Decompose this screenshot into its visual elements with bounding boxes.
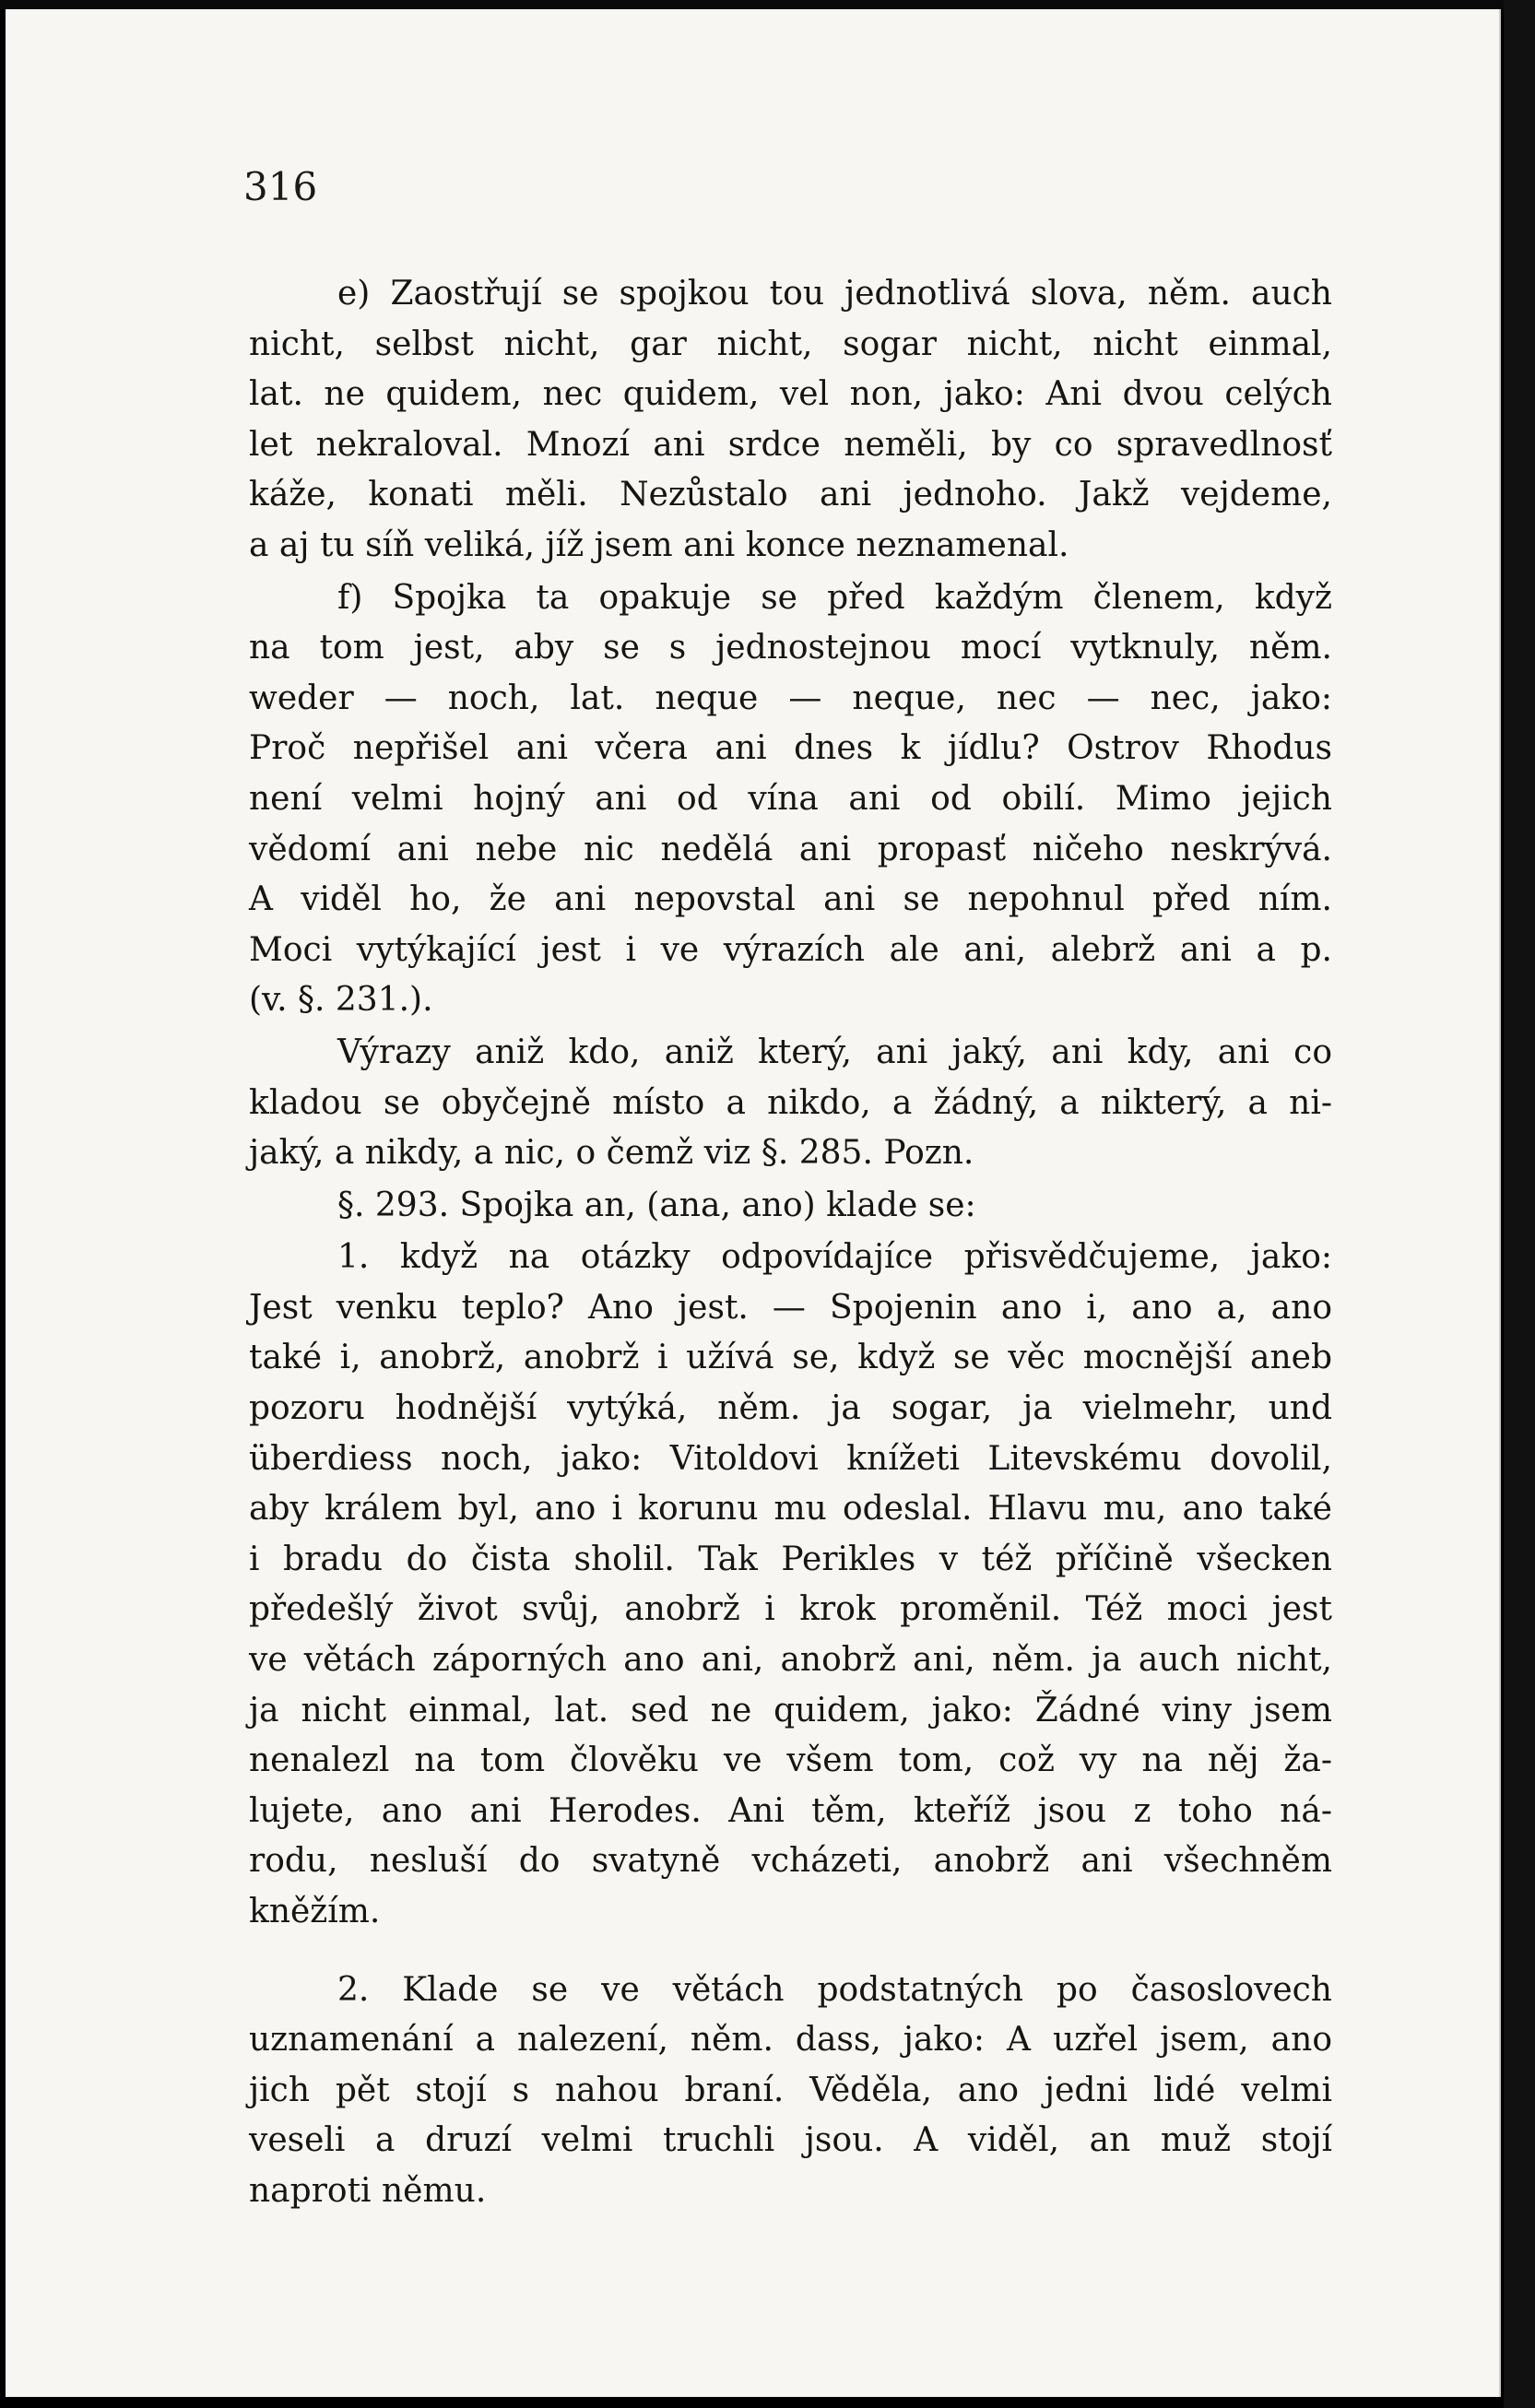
text-line: überdiess noch, jako: Vitoldovi knížeti Litevskému dovolil, [249,1439,1332,1478]
text-line: §. 293. Spojka an, (ana, ano) klade se: [337,1186,976,1224]
text-line: Moci vytýkající jest i ve výrazích ale ani, alebrž ani a p. [249,930,1332,969]
text-line: uznamenání a nalezení, něm. dass, jako: A uzřel jsem, ano [249,2021,1332,2060]
text-line: e) Zaostřují se spojkou tou jednotlivá slova, něm. auch [337,275,1332,313]
text-line: také i, anobrž, anobrž i užívá se, když se věc mocnější aneb [249,1339,1332,1377]
text-line: káže, konati měli. Nezůstalo ani jednoho. Jakž vejdeme, [249,476,1332,514]
text-line: vědomí ani nebe nic nedělá ani propasť ničeho neskrývá. [249,830,1332,868]
book-page [6,9,1501,2397]
body-text [249,269,1332,2217]
section-heading-293 [249,1181,1332,1232]
text-line: Proč nepřišel ani včera ani dnes k jídlu? Ostrov Rhodus [249,729,1332,768]
text-line: 2. Klade se ve větách podstatných po časoslovech [337,1970,1332,2009]
text-line: kněžím. [249,1893,381,1930]
text-line: nicht, selbst nicht, gar nicht, sogar nicht, nicht einmal, [249,325,1332,363]
text-line: lujete, ano ani Herodes. Ani těm, kteříž jsou z toho ná- [249,1791,1332,1830]
scan-edge-top [0,0,1535,9]
text-line: a aj tu síň veliká, jíž jsem ani konce neznamenal. [249,525,1069,564]
text-line: lat. ne quidem, nec quidem, vel non, jako: Ani dvou celých [249,375,1332,414]
text-line: veseli a druzí velmi truchli jsou. A viděl, an muž stojí [249,2121,1332,2160]
paragraph-item-2 [249,1965,1332,2217]
text-line: naproti němu. [249,2171,487,2210]
text-line: na tom jest, aby se s jednostejnou mocí vytknuly, něm. [249,629,1332,667]
paragraph-e [249,269,1332,572]
text-line: ve větách záporných ano ani, anobrž ani, něm. ja auch nicht, [249,1641,1332,1680]
text-line: jich pět stojí s nahou braní. Věděla, ano jedni lidé velmi [249,2071,1332,2109]
scan-edge-right [1504,0,1535,2408]
text-line: pozoru hodnější vytýká, něm. ja sogar, ja vielmehr, und [249,1389,1332,1428]
text-line: aby králem byl, ano i korunu mu odeslal. Hlavu mu, ano také [249,1490,1332,1529]
text-line: nenalezl na tom člověku ve všem tom, což vy na něj ža- [249,1741,1332,1780]
text-line: předešlý život svůj, anobrž i krok proměnil. Též moci jest [249,1590,1332,1629]
text-line: f) Spojka ta opakuje se před každým členem, když [337,578,1332,617]
text-line: i bradu do čista sholil. Tak Perikles v též příčině všecken [249,1540,1332,1578]
text-line: (v. §. 231.). [249,981,433,1020]
paragraph-item-1 [249,1233,1332,1937]
text-line: Jest venku teplo? Ano jest. — Spojenin ano i, ano a, ano [249,1288,1332,1327]
text-line: rodu, nesluší do svatyně vcházeti, anobrž ani všechněm [249,1842,1332,1881]
text-line: jaký, a nikdy, a nic, o čemž viz §. 285. Pozn. [249,1134,974,1173]
text-line: kladou se obyčejně místo a nikdo, a žádný, a nikterý, a ni- [249,1083,1332,1122]
text-line: 1. když na otázky odpovídajíce přisvědčujeme, jako: [337,1238,1332,1277]
page-number: 316 [243,164,318,209]
text-line: Výrazy aniž kdo, aniž který, ani jaký, ani kdy, ani co [337,1033,1332,1071]
text-line: weder — noch, lat. neque — neque, nec — nec, jako: [249,679,1332,717]
paragraph-vyrazy [249,1028,1332,1179]
text-line: A viděl ho, že ani nepovstal ani se nepohnul před ním. [249,880,1332,919]
paragraph-f [249,573,1332,1026]
text-line: ja nicht einmal, lat. sed ne quidem, jako: Žádné viny jsem [249,1691,1332,1729]
text-line: není velmi hojný ani od vína ani od obilí. Mimo jejich [249,779,1332,818]
text-line: let nekraloval. Mnozí ani srdce neměli, by co spravedlnosť [249,425,1332,464]
